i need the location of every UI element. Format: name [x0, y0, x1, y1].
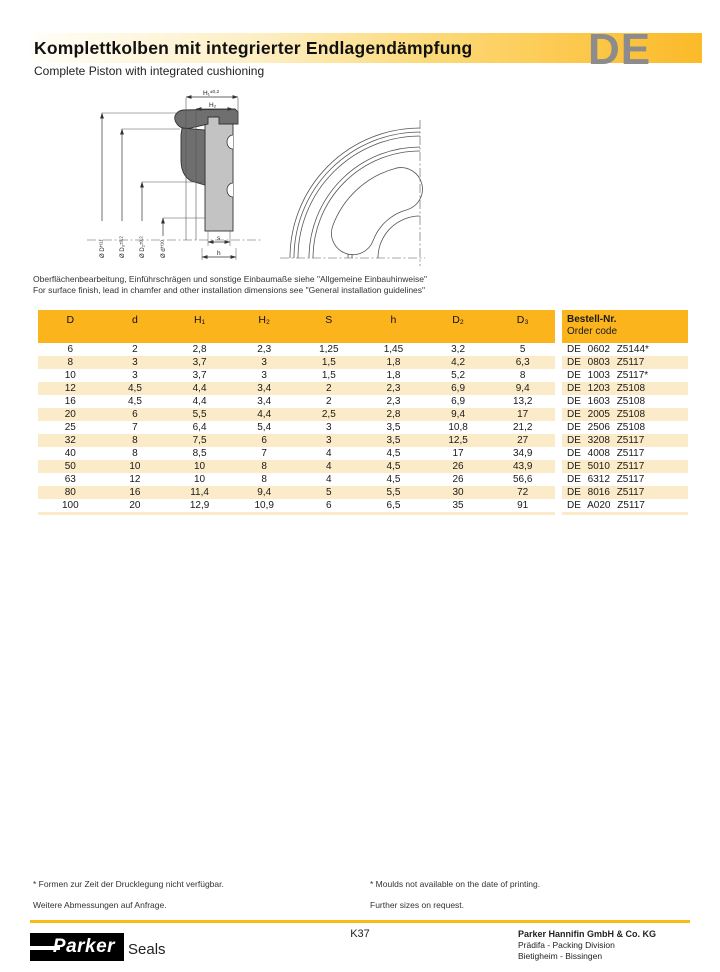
table-cell: 3: [132, 357, 138, 368]
table-cell: 2,3: [386, 396, 401, 407]
table-cell: 10: [64, 370, 76, 381]
company-name: Parker Hannifin GmbH & Co. KG: [518, 929, 657, 939]
order-code-cell: DE 1603 Z5108: [567, 396, 646, 407]
table-cell: 10: [129, 461, 141, 472]
parker-logo-text: Parker: [52, 936, 116, 957]
table-cell: 12,5: [448, 435, 468, 446]
col-header-D3: D₃: [516, 314, 529, 326]
table-row: [38, 434, 688, 447]
table-cell: 5,2: [451, 370, 466, 381]
table-cell: 5,5: [386, 487, 401, 498]
table-cell: 6: [132, 409, 138, 420]
table-cell: 4,5: [386, 461, 401, 472]
table-cell: 5: [519, 344, 526, 355]
col-header-H1: H₁: [193, 314, 206, 326]
order-code-cell: DE 6312 Z5117: [567, 474, 645, 485]
table-cell: 16: [64, 396, 76, 407]
table-cell: 10,9: [254, 500, 274, 511]
table-cell: 72: [517, 487, 529, 498]
table-cell: 4,4: [192, 396, 207, 407]
table-cell: 80: [64, 487, 76, 498]
company-address: [518, 929, 656, 962]
table-cell: 12: [129, 474, 141, 485]
technical-drawing: [85, 90, 425, 270]
table-cell: 63: [64, 474, 76, 485]
dim-label-s: s: [217, 235, 221, 242]
table-cell: 2,8: [386, 409, 401, 420]
table-cell: 4,5: [127, 383, 142, 394]
order-code-header: [562, 310, 688, 343]
table-cell: 4: [326, 461, 332, 472]
table-cell: 1,25: [319, 344, 339, 355]
table-cell: 3: [261, 357, 267, 368]
table-cell: 6,3: [515, 357, 530, 368]
dia-label-D: Ø $D^{H11}$: [98, 239, 106, 258]
table-cell: 3: [326, 422, 332, 433]
table-cell: 1,45: [383, 344, 404, 355]
table-cell: 8: [132, 435, 138, 446]
col-header-D: D: [66, 314, 75, 326]
table-cell: 4,5: [127, 396, 142, 407]
table-cell: 8: [261, 461, 267, 472]
table-cell: 4: [326, 474, 332, 485]
table-cell: 3,7: [192, 357, 207, 368]
table-cell: 17: [452, 448, 464, 459]
piston-quarter-view: [290, 128, 422, 258]
table-cell: 8,5: [192, 448, 207, 459]
table-cell: 3: [132, 370, 138, 381]
table-cell: 5: [326, 487, 332, 498]
table-cell: 5,4: [257, 422, 272, 433]
series-badge: DE: [588, 25, 652, 74]
footnotes-english: [370, 879, 540, 921]
footnotes-german: [33, 879, 224, 921]
order-code-cell: DE 2506 Z5108: [567, 422, 646, 433]
table-cell: 3,5: [386, 422, 401, 433]
table-cell: 20: [64, 409, 76, 420]
table-cell: 4,4: [257, 409, 272, 420]
table-cell: 12,9: [189, 500, 210, 511]
table-cell: 25: [64, 422, 76, 433]
order-code-cell: DE 1003 Z5117*: [567, 370, 649, 381]
order-code-cell: DE 5010 Z5117: [562, 460, 688, 473]
table-body: [38, 343, 688, 512]
seals-label: Seals: [128, 941, 166, 958]
footnote-en-1: * Moulds not available on the date of printing.: [370, 879, 541, 889]
table-cell: 2,3: [386, 383, 401, 394]
company-city: Bietigheim - Bissingen: [518, 951, 603, 961]
page-number: K37: [350, 928, 370, 940]
table-cell: 7,5: [192, 435, 207, 446]
dia-label-D3: Ø D₃$^{\pm 0,2}$: [118, 236, 126, 258]
table-row: [38, 460, 688, 473]
table-cell: 3,4: [257, 396, 272, 407]
table-row: [38, 369, 688, 382]
table-cell: 1,5: [321, 370, 336, 381]
table-cell: 50: [64, 461, 76, 472]
note-english: For surface finish, lead in chamfer and other installation dimensions see "General installation guidelines": [33, 284, 426, 295]
installation-notes: [33, 274, 427, 295]
footer-rule: [30, 920, 690, 923]
table-row: [38, 473, 688, 486]
table-cell: 6: [326, 500, 332, 511]
table-cell: 30: [452, 487, 464, 498]
dimension-table: [38, 310, 688, 515]
table-cell: 8: [67, 357, 74, 368]
table-row: [38, 356, 688, 369]
dia-label-d: Ø $d^{H10}$: [159, 240, 167, 258]
page-title: Komplettkolben mit integrierter Endlagendämpfung: [34, 38, 473, 58]
table-cell: 3,5: [386, 435, 401, 446]
table-cell: 21,2: [512, 422, 533, 433]
dim-label-h1: H₁$^{\pm 0,2}$: [203, 90, 220, 97]
order-code-cell: DE A020 Z5117: [567, 500, 645, 511]
table-cell: 7: [132, 422, 138, 433]
table-cell: 6,5: [386, 500, 401, 511]
table-cell: 2,3: [257, 344, 272, 355]
table-row: [38, 343, 688, 356]
table-cell: 56,6: [512, 474, 533, 485]
table-cell: 32: [64, 435, 76, 446]
table-cell: 9,4: [451, 409, 466, 420]
table-cell: 6: [67, 344, 74, 355]
table-cell: 1,5: [321, 357, 336, 368]
footnote-de-1: * Formen zur Zeit der Drucklegung nicht verfügbar.: [33, 879, 224, 889]
col-header-H2: H₂: [258, 314, 271, 326]
table-cell: 2,8: [192, 344, 207, 355]
table-cell: 34,9: [512, 448, 533, 459]
table-cell: 10: [194, 474, 206, 485]
table-cell: 3,7: [192, 370, 207, 381]
note-german: Oberflächenbearbeitung, Einführschrägen und sonstige Einbaumaße siehe "Allgemeine Einbauhinweise": [33, 274, 427, 284]
table-cell: 2: [326, 383, 332, 394]
table-cell: 35: [452, 500, 464, 511]
table-cell: 40: [64, 448, 76, 459]
table-cell: 12: [64, 383, 76, 394]
table-cell: 4,5: [386, 448, 401, 459]
table-row: [38, 486, 688, 499]
table-cell: 6,9: [451, 396, 466, 407]
table-cell: 91: [517, 500, 529, 511]
table-cell: 2: [326, 396, 332, 407]
table-cell: 13,2: [512, 396, 533, 407]
table-cell: 6,4: [192, 422, 207, 433]
table-row: [38, 382, 688, 395]
table-cell: 6: [261, 435, 267, 446]
piston-body: [205, 115, 233, 231]
order-code-cell: DE 1203 Z5108: [562, 382, 688, 395]
table-cell: 17: [517, 409, 529, 420]
table-cell: 26: [452, 474, 464, 485]
footnote-en-2: Further sizes on request.: [370, 900, 465, 910]
order-header-en: Order code: [567, 326, 618, 337]
table-cell: 2,5: [321, 409, 336, 420]
seal-body: [181, 128, 205, 185]
table-row: [38, 395, 688, 408]
table-cell: 10: [194, 461, 206, 472]
table-row: [38, 408, 688, 421]
order-code-cell: DE 3208 Z5117: [562, 434, 688, 447]
order-code-cell: DE 8016 Z5117: [562, 486, 688, 499]
table-row: [38, 421, 688, 434]
table-cell: 27: [517, 435, 529, 446]
order-code-cell: DE 0602 Z5144*: [567, 344, 649, 355]
table-cell: 8: [132, 448, 138, 459]
table-cell: 4,4: [192, 383, 207, 394]
company-division: Prädifa - Packing Division: [518, 940, 615, 950]
table-header-main: [38, 310, 555, 343]
table-header: [38, 310, 688, 343]
table-cell: 11,4: [190, 487, 209, 498]
table-row: [38, 447, 688, 460]
table-cell: 4: [326, 448, 332, 459]
table-cell: 26: [452, 461, 464, 472]
table-cell: 10,8: [448, 422, 468, 433]
order-code-cell: DE 2005 Z5108: [562, 408, 688, 421]
table-cell: 4,2: [451, 357, 466, 368]
table-cell: 4,5: [386, 474, 401, 485]
table-row: [38, 499, 688, 512]
page-subtitle: Complete Piston with integrated cushioning: [34, 64, 265, 78]
dia-label-D2: Ø D₂$^{\pm 0,2}$: [138, 236, 146, 258]
table-cell: 7: [261, 448, 267, 459]
order-code-cell: DE 4008 Z5117: [567, 448, 645, 459]
table-cell: 9,4: [257, 487, 272, 498]
col-header-d: d: [132, 314, 138, 326]
table-cell: 43,9: [512, 461, 533, 472]
footnote-de-2: Weitere Abmessungen auf Anfrage.: [33, 900, 167, 910]
table-cell: 5,5: [192, 409, 207, 420]
table-cell: 3: [261, 370, 267, 381]
col-header-S: S: [325, 314, 333, 326]
table-cell: 3,2: [451, 344, 466, 355]
table-cell: 20: [129, 500, 141, 511]
table-cell: 8: [261, 474, 267, 485]
table-cell: 1,8: [386, 370, 401, 381]
col-header-h: h: [390, 314, 397, 326]
table-cell: 2: [132, 344, 138, 355]
table-cell: 8: [519, 370, 526, 381]
col-header-D2: D₂: [452, 314, 464, 326]
dim-label-h2: H₂: [209, 102, 217, 109]
table-cell: 9,4: [515, 383, 530, 394]
table-cell: 1,8: [386, 357, 401, 368]
dim-label-h: h: [217, 250, 221, 257]
table-cell: 16: [129, 487, 141, 498]
table-cell: 6,9: [451, 383, 466, 394]
order-header-de: Bestell-Nr.: [567, 314, 617, 325]
order-code-cell: DE 0803 Z5117: [562, 356, 688, 369]
table-cell: 3: [326, 435, 332, 446]
table-cell: 3,4: [257, 383, 272, 394]
table-bottom-strip: [38, 512, 688, 515]
table-cell: 100: [61, 500, 79, 511]
